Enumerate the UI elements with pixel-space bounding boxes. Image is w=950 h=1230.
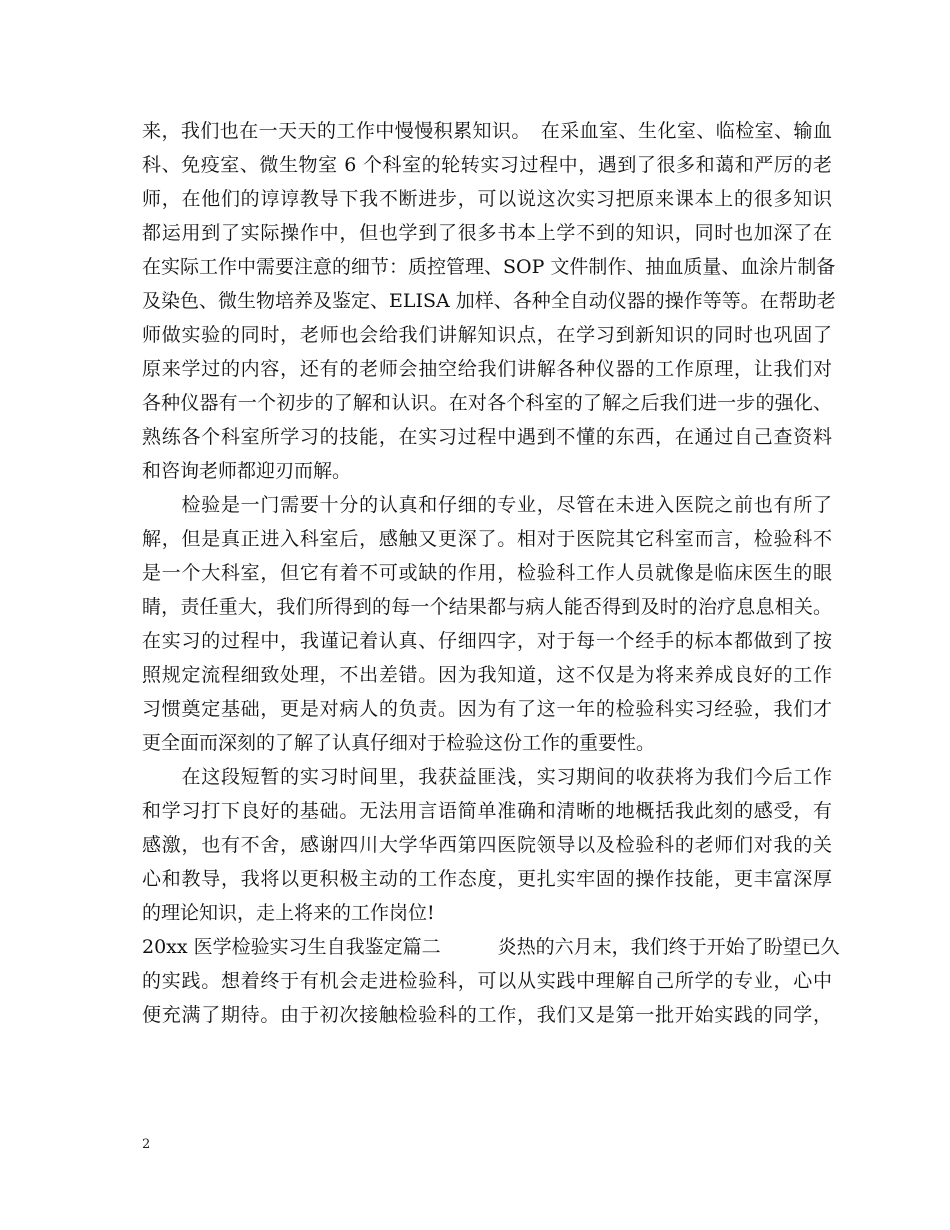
text-line: 原来学过的内容，还有的老师会抽空给我们讲解各种仪器的工作原理，让我们对 — [142, 358, 832, 380]
text-line: 习惯奠定基础，更是对病人的负责。因为有了这一年的检验科实习经验，我们才 — [142, 698, 832, 720]
text-line: 来，我们也在一天天的工作中慢慢积累知识。 在采血室、生化室、临检室、输血 — [142, 120, 832, 142]
text-line: 和咨询老师都迎刃而解。 — [142, 460, 352, 482]
text-line: 便充满了期待。由于初次接触检验科的工作，我们又是第一批开始实践的同学， — [142, 1004, 832, 1026]
text-line: 感激，也有不舍，感谢四川大学华西第四医院领导以及检验科的老师们对我的关 — [142, 834, 832, 856]
page-number: 2 — [142, 1137, 151, 1152]
text-line: 及染色、微生物培养及鉴定、ELISA 加样、各种全自动仪器的操作等等。在帮助老 — [142, 290, 836, 312]
text-line: 20xx 医学检验实习生自我鉴定篇二 炎热的六月末，我们终于开始了盼望已久 — [142, 936, 840, 958]
text-line: 照规定流程细致处理，不出差错。因为我知道，这不仅是为将来养成良好的工作 — [142, 664, 832, 686]
text-line: 师，在他们的谆谆教导下我不断进步，可以说这次实习把原来课本上的很多知识 — [142, 188, 832, 210]
body-text — [142, 114, 840, 1032]
text-line: 师做实验的同时，老师也会给我们讲解知识点，在学习到新知识的同时也巩固了 — [142, 324, 832, 346]
text-line: 心和教导，我将以更积极主动的工作态度，更扎实牢固的操作技能，更丰富深厚 — [142, 868, 832, 890]
text-line: 各种仪器有一个初步的了解和认识。在对各个科室的了解之后我们进一步的强化、 — [142, 392, 832, 414]
text-line: 在实习的过程中，我谨记着认真、仔细四字，对于每一个经手的标本都做到了按 — [142, 630, 832, 652]
text-line: 是一个大科室，但它有着不可或缺的作用，检验科工作人员就像是临床医生的眼 — [142, 562, 832, 584]
text-line: 睛，责任重大，我们所得到的每一个结果都与病人能否得到及时的治疗息息相关。 — [142, 596, 832, 618]
text-line: 和学习打下良好的基础。无法用言语简单准确和清晰的地概括我此刻的感受，有 — [142, 800, 832, 822]
text-line: 解，但是真正进入科室后，感触又更深了。相对于医院其它科室而言，检验科不 — [142, 528, 832, 550]
text-line: 的理论知识，走上将来的工作岗位! — [142, 902, 435, 924]
text-line: 都运用到了实际操作中，但也学到了很多书本上学不到的知识，同时也加深了在 — [142, 222, 832, 244]
text-line: 熟练各个科室所学习的技能，在实习过程中遇到不懂的东西，在通过自己查资料 — [142, 426, 832, 448]
text-line: 的实践。想着终于有机会走进检验科，可以从实践中理解自己所学的专业，心中 — [142, 970, 832, 992]
text-line: 更全面而深刻的了解了认真仔细对于检验这份工作的重要性。 — [142, 732, 656, 754]
text-line: 科、免疫室、微生物室 6 个科室的轮转实习过程中，遇到了很多和蔼和严厉的老 — [142, 154, 832, 176]
text-line: 在实际工作中需要注意的细节：质控管理、SOP 文件制作、抽血质量、血涂片制备 — [142, 256, 836, 278]
text-line: 在这段短暂的实习时间里，我获益匪浅，实习期间的收获将为我们今后工作 — [142, 766, 832, 788]
text-line: 检验是一门需要十分的认真和仔细的专业，尽管在未进入医院之前也有所了 — [142, 494, 832, 516]
